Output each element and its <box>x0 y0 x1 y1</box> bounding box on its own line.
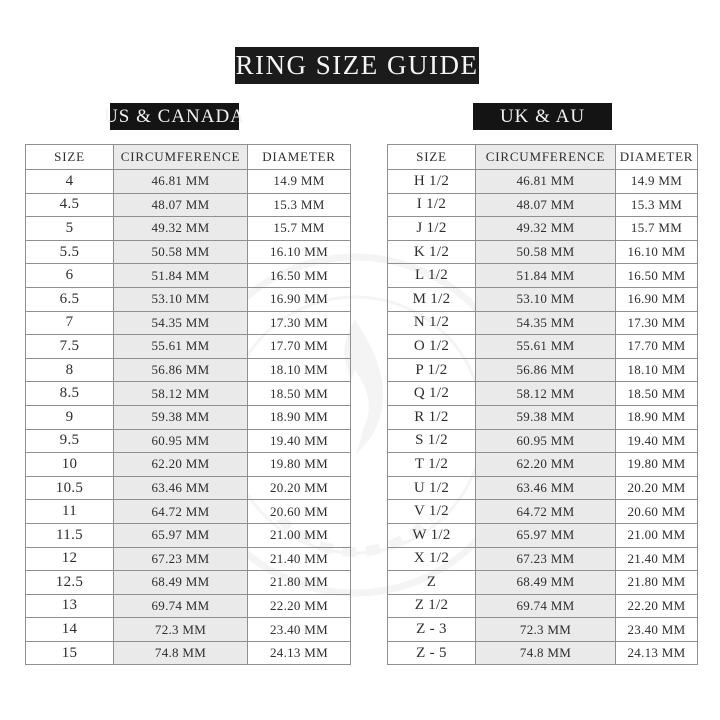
table-row <box>388 547 698 571</box>
table-cell: S 1/2 <box>388 429 476 453</box>
table-cell: 16.10 MM <box>616 240 698 264</box>
table-cell: 50.58 MM <box>476 240 616 264</box>
table-cell: 17.30 MM <box>248 311 351 335</box>
table-cell: 63.46 MM <box>114 476 248 500</box>
table-cell: 69.74 MM <box>476 594 616 618</box>
table-cell: 11.5 <box>26 523 114 547</box>
table-cell: 19.80 MM <box>248 453 351 477</box>
table-cell: 6 <box>26 264 114 288</box>
column-header-diameter: DIAMETER <box>248 145 351 170</box>
table-cell: 19.40 MM <box>616 429 698 453</box>
table-cell: 62.20 MM <box>114 453 248 477</box>
column-header-size: SIZE <box>26 145 114 170</box>
table-cell: 46.81 MM <box>114 170 248 194</box>
table-cell: 74.8 MM <box>476 641 616 665</box>
table-cell: 16.50 MM <box>248 264 351 288</box>
table-cell: 64.72 MM <box>114 500 248 524</box>
table-row <box>26 311 351 335</box>
table-cell: 18.90 MM <box>248 405 351 429</box>
table-cell: 15.7 MM <box>616 217 698 241</box>
table-row <box>388 170 698 194</box>
table-cell: 72.3 MM <box>114 618 248 642</box>
table-cell: 20.60 MM <box>616 500 698 524</box>
table-cell: 62.20 MM <box>476 453 616 477</box>
table-row <box>26 571 351 595</box>
table-cell: 23.40 MM <box>248 618 351 642</box>
table-cell: 18.90 MM <box>616 405 698 429</box>
table-cell: I 1/2 <box>388 193 476 217</box>
table-row <box>388 311 698 335</box>
table-cell: 4.5 <box>26 193 114 217</box>
table-cell: 18.50 MM <box>248 382 351 406</box>
table-cell: 16.50 MM <box>616 264 698 288</box>
table-header-row <box>26 145 351 170</box>
table-cell: 55.61 MM <box>114 335 248 359</box>
table-cell: 60.95 MM <box>114 429 248 453</box>
table-cell: 17.70 MM <box>248 335 351 359</box>
table-cell: 67.23 MM <box>114 547 248 571</box>
table-cell: 24.13 MM <box>248 641 351 665</box>
table-row <box>26 429 351 453</box>
table-row <box>388 240 698 264</box>
table-cell: 65.97 MM <box>476 523 616 547</box>
table-cell: H 1/2 <box>388 170 476 194</box>
table-row <box>388 429 698 453</box>
table-row <box>26 500 351 524</box>
table-cell: 59.38 MM <box>476 405 616 429</box>
table-cell: 15.7 MM <box>248 217 351 241</box>
table-cell: 18.50 MM <box>616 382 698 406</box>
table-cell: 74.8 MM <box>114 641 248 665</box>
table-cell: 58.12 MM <box>476 382 616 406</box>
table-cell: 16.10 MM <box>248 240 351 264</box>
table-row <box>388 571 698 595</box>
table-cell: 20.60 MM <box>248 500 351 524</box>
table-cell: 15.3 MM <box>248 193 351 217</box>
table-cell: 11 <box>26 500 114 524</box>
table-cell: 21.80 MM <box>616 571 698 595</box>
table-row <box>26 453 351 477</box>
table-cell: 18.10 MM <box>248 358 351 382</box>
table-row <box>26 358 351 382</box>
table-cell: 68.49 MM <box>476 571 616 595</box>
table-cell: 17.70 MM <box>616 335 698 359</box>
table-cell: 49.32 MM <box>114 217 248 241</box>
table-cell: L 1/2 <box>388 264 476 288</box>
table-cell: 64.72 MM <box>476 500 616 524</box>
table-cell: 58.12 MM <box>114 382 248 406</box>
table-cell: 6.5 <box>26 287 114 311</box>
table-cell: 21.40 MM <box>248 547 351 571</box>
table-row <box>26 382 351 406</box>
table-row <box>26 287 351 311</box>
column-header-circumference: CIRCUMFERENCE <box>114 145 248 170</box>
table-cell: 67.23 MM <box>476 547 616 571</box>
table-row <box>26 641 351 665</box>
table-cell: 14 <box>26 618 114 642</box>
table-cell: 51.84 MM <box>114 264 248 288</box>
table-cell: 19.80 MM <box>616 453 698 477</box>
table-cell: 63.46 MM <box>476 476 616 500</box>
table-cell: J 1/2 <box>388 217 476 241</box>
table-cell: 20.20 MM <box>248 476 351 500</box>
table-cell: 5.5 <box>26 240 114 264</box>
table-cell: 68.49 MM <box>114 571 248 595</box>
table-row <box>26 547 351 571</box>
table-cell: 15 <box>26 641 114 665</box>
table-cell: X 1/2 <box>388 547 476 571</box>
table-row <box>388 287 698 311</box>
us-canada-table-container <box>25 144 351 665</box>
table-cell: 8.5 <box>26 382 114 406</box>
table-cell: 16.90 MM <box>248 287 351 311</box>
table-row <box>26 193 351 217</box>
table-row <box>388 453 698 477</box>
table-row <box>388 335 698 359</box>
table-cell: 16.90 MM <box>616 287 698 311</box>
table-cell: 20.20 MM <box>616 476 698 500</box>
table-cell: W 1/2 <box>388 523 476 547</box>
table-cell: 14.9 MM <box>248 170 351 194</box>
table-cell: T 1/2 <box>388 453 476 477</box>
table-cell: 18.10 MM <box>616 358 698 382</box>
table-row <box>388 382 698 406</box>
table-cell: 15.3 MM <box>616 193 698 217</box>
table-cell: 14.9 MM <box>616 170 698 194</box>
table-cell: 10 <box>26 453 114 477</box>
table-cell: 17.30 MM <box>616 311 698 335</box>
table-cell: 56.86 MM <box>114 358 248 382</box>
table-cell: 23.40 MM <box>616 618 698 642</box>
table-cell: U 1/2 <box>388 476 476 500</box>
table-cell: Q 1/2 <box>388 382 476 406</box>
table-cell: 24.13 MM <box>616 641 698 665</box>
table-cell: 7 <box>26 311 114 335</box>
table-row <box>26 476 351 500</box>
region-label-uk-au: UK & AU <box>473 103 612 130</box>
table-cell: 53.10 MM <box>476 287 616 311</box>
table-cell: 21.00 MM <box>616 523 698 547</box>
column-header-circumference: CIRCUMFERENCE <box>476 145 616 170</box>
table-cell: Z 1/2 <box>388 594 476 618</box>
table-cell: 22.20 MM <box>248 594 351 618</box>
table-cell: Z - 3 <box>388 618 476 642</box>
table-row <box>388 264 698 288</box>
table-cell: N 1/2 <box>388 311 476 335</box>
table-cell: 21.80 MM <box>248 571 351 595</box>
table-row <box>26 264 351 288</box>
table-row <box>26 405 351 429</box>
table-row <box>26 335 351 359</box>
us-canada-size-table <box>25 144 351 665</box>
table-cell: 9.5 <box>26 429 114 453</box>
table-cell: 12 <box>26 547 114 571</box>
table-cell: R 1/2 <box>388 405 476 429</box>
table-row <box>388 193 698 217</box>
uk-au-size-table <box>387 144 698 665</box>
table-cell: 21.00 MM <box>248 523 351 547</box>
table-row <box>388 476 698 500</box>
table-cell: Z - 5 <box>388 641 476 665</box>
table-cell: 56.86 MM <box>476 358 616 382</box>
table-header-row <box>388 145 698 170</box>
column-header-size: SIZE <box>388 145 476 170</box>
table-cell: 48.07 MM <box>114 193 248 217</box>
table-cell: 8 <box>26 358 114 382</box>
table-cell: P 1/2 <box>388 358 476 382</box>
table-row <box>388 217 698 241</box>
table-cell: 12.5 <box>26 571 114 595</box>
table-cell: 51.84 MM <box>476 264 616 288</box>
table-cell: 48.07 MM <box>476 193 616 217</box>
page-title: RING SIZE GUIDE <box>235 47 479 84</box>
table-row <box>26 240 351 264</box>
table-cell: 22.20 MM <box>616 594 698 618</box>
table-row <box>388 618 698 642</box>
table-row <box>388 358 698 382</box>
region-label-us-canada: US & CANADA <box>110 103 239 130</box>
table-cell: 50.58 MM <box>114 240 248 264</box>
table-cell: 7.5 <box>26 335 114 359</box>
table-cell: Z <box>388 571 476 595</box>
table-row <box>388 523 698 547</box>
table-cell: 46.81 MM <box>476 170 616 194</box>
table-cell: 60.95 MM <box>476 429 616 453</box>
table-row <box>388 641 698 665</box>
table-cell: 69.74 MM <box>114 594 248 618</box>
table-cell: 13 <box>26 594 114 618</box>
table-cell: 59.38 MM <box>114 405 248 429</box>
table-cell: 72.3 MM <box>476 618 616 642</box>
table-cell: 54.35 MM <box>476 311 616 335</box>
table-row <box>26 523 351 547</box>
table-row <box>26 217 351 241</box>
table-cell: 4 <box>26 170 114 194</box>
column-header-diameter: DIAMETER <box>616 145 698 170</box>
table-cell: 5 <box>26 217 114 241</box>
table-cell: 55.61 MM <box>476 335 616 359</box>
table-cell: 65.97 MM <box>114 523 248 547</box>
table-cell: K 1/2 <box>388 240 476 264</box>
table-row <box>26 594 351 618</box>
table-cell: 10.5 <box>26 476 114 500</box>
table-row <box>26 170 351 194</box>
table-cell: 49.32 MM <box>476 217 616 241</box>
table-cell: M 1/2 <box>388 287 476 311</box>
table-cell: 9 <box>26 405 114 429</box>
table-row <box>388 405 698 429</box>
table-cell: 54.35 MM <box>114 311 248 335</box>
table-cell: 53.10 MM <box>114 287 248 311</box>
table-cell: 19.40 MM <box>248 429 351 453</box>
table-row <box>388 500 698 524</box>
table-row <box>388 594 698 618</box>
table-row <box>26 618 351 642</box>
uk-au-table-container <box>387 144 698 665</box>
table-cell: 21.40 MM <box>616 547 698 571</box>
table-cell: V 1/2 <box>388 500 476 524</box>
table-cell: O 1/2 <box>388 335 476 359</box>
